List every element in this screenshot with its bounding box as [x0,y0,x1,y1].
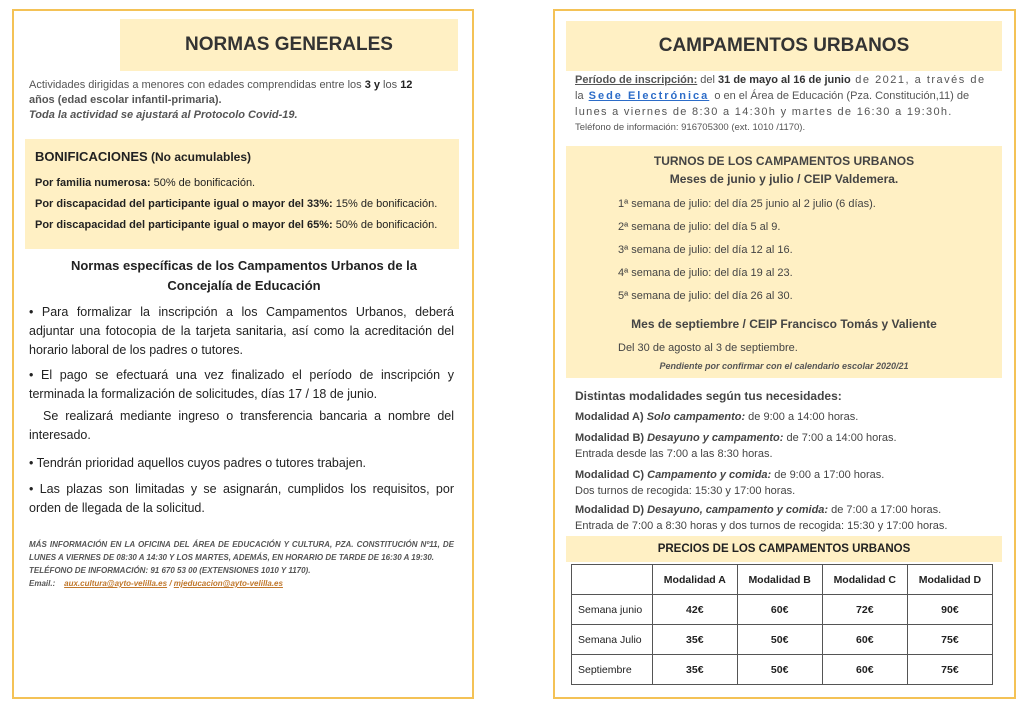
turnos-box [566,146,1002,378]
price-cell: 60€ [737,595,822,625]
normas-title-box [120,19,458,71]
modalidad-item: Modalidad D) Desayuno, campamento y comida: de 7:00 a 17:00 horas. Entrada de 7:00 a 8:30 horas y dos turnos de recogida: 15:30 y 17:00 horas. [575,504,948,532]
price-cell: 90€ [907,595,992,625]
table-header-cell [572,565,653,595]
price-cell: 42€ [653,595,738,625]
email-link-educacion[interactable]: mjeducacion@ayto-velilla.es [173,579,283,588]
table-header-row [572,565,993,595]
norma-paragraph: • Tendrán prioridad aquellos cuyos padres o tutores trabajen. [29,456,366,470]
table-row [572,655,993,685]
modalidad-item: Modalidad C) Campamento y comida: de 9:00 a 17:00 horas. Dos turnos de recogida: 15:30 y 17:00 horas. [575,469,885,497]
bonificaciones-box [25,139,459,249]
bonif-item: Por discapacidad del participante igual o mayor del 33%: 15% de bonificación. [35,198,438,210]
week-item: 5ª semana de julio: del día 26 al 30. [618,290,793,302]
turnos-title: TURNOS DE LOS CAMPAMENTOS URBANOS [653,154,915,168]
price-cell: 75€ [907,625,992,655]
table-header-cell: Modalidad A [653,565,738,595]
inscripcion-block: Período de inscripción: del 31 de mayo al 16 de junio de 2021, a través de la Sede Electrónica o en el Área de Educación (Pza. Constitución,11) de lunes a viernes de 8:30 a 14:30h y martes de 16:30 a 19:30h. Teléfono de información: 916705300 (ext. 1010 /1170). [575,74,986,133]
age-range-text: años (edad escolar infantil-primaria). [29,94,222,106]
campamentos-title-box [566,21,1002,71]
week-item: 2ª semana de julio: del día 5 al 9. [618,221,781,233]
row-label: Semana Julio [572,625,653,655]
row-label: Semana junio [572,595,653,625]
september-dates: Del 30 de agosto al 3 de septiembre. [618,342,798,354]
page-title-normas: NORMAS GENERALES [185,34,393,55]
inscripcion-label: Período de inscripción: [575,74,698,86]
pending-note: Pendiente por confirmar con el calendario escolar 2020/21 [659,361,909,371]
week-item: 1ª semana de julio: del día 25 junio al 2 julio (6 días). [618,198,876,210]
covid-note: Toda la actividad se ajustará al Protocolo Covid-19. [29,109,298,121]
norma-paragraph: • Las plazas son limitadas y se asignarán, cumplidos los requisitos, por orden de llegada de la solicitud. [29,482,454,515]
norma-paragraph: • El pago se efectuará una vez finalizado el período de inscripción y terminada la formalización de solicitudes, días 17 / 18 de junio. [29,368,454,401]
table-header-cell: Modalidad B [737,565,822,595]
modalidades-title: Distintas modalidades según tus necesidades: [575,389,842,403]
price-cell: 60€ [822,625,907,655]
price-cell: 35€ [653,655,738,685]
normas-especificas-title: Normas específicas de los Campamentos Urbanos de la Concejalía de Educación [70,258,418,293]
table-row [572,595,993,625]
price-cell: 60€ [822,655,907,685]
table-header-cell: Modalidad C [822,565,907,595]
email-link-cultura[interactable]: aux.cultura@ayto-velilla.es [64,579,168,588]
modalidad-item: Modalidad A) Solo campamento: de 9:00 a 14:00 horas. [575,411,859,423]
bonif-item: Por discapacidad del participante igual o mayor del 65%: 50% de bonificación. [35,219,438,231]
price-table [571,564,993,685]
price-cell: 35€ [653,625,738,655]
precios-title: PRECIOS DE LOS CAMPAMENTOS URBANOS [566,536,1002,562]
normas-generales-panel [12,9,474,699]
campamentos-panel [553,9,1016,699]
table-header-cell: Modalidad D [907,565,992,595]
intro-text: Actividades dirigidas a menores con edades comprendidas entre los 3 y los 12 años (edad escolar infantil-primaria). Toda la actividad se ajustará al Protocolo Covid-19. [29,79,413,121]
price-cell: 50€ [737,655,822,685]
week-item: 3ª semana de julio: del día 12 al 16. [618,244,793,256]
september-title: Mes de septiembre / CEIP Francisco Tomás y Valiente [631,317,937,331]
contact-footer: MÁS INFORMACIÓN EN LA OFICINA DEL ÁREA DE EDUCACIÓN Y CULTURA, PZA. CONSTITUCIÓN Nº11, DE LUNES A VIERNES DE 08:30 A 14:30 Y LOS MARTES, ADEMÁS, EN HORARIO DE TARDE DE 16:30 A 19:30. TELÉFONO DE INFORMACIÓN: 91 670 53 00 (EXTENSIONES 1010 Y 1170). Email.: aux.cultura@ayto-velilla.es / mjeducacion@ayto-velilla.es [29,540,454,588]
price-cell: 50€ [737,625,822,655]
sede-electronica-link[interactable]: Sede Electrónica [588,90,710,102]
week-item: 4ª semana de julio: del día 19 al 23. [618,267,793,279]
norma-paragraph: • Para formalizar la inscripción a los Campamentos Urbanos, deberá adjuntar una fotocopia de la tarjeta sanitaria, así como la acreditación del horario laboral de los padres o tutores. [29,305,454,357]
norma-paragraph: Se realizará mediante ingreso o transferencia bancaria a nombre del interesado. [29,409,454,442]
row-label: Septiembre [572,655,653,685]
table-row [572,625,993,655]
price-cell: 72€ [822,595,907,625]
bonificaciones-title: BONIFICACIONES (No acumulables) [35,149,252,164]
bonif-item: Por familia numerosa: 50% de bonificación. [35,177,256,189]
page-title-campamentos: CAMPAMENTOS URBANOS [658,35,910,56]
modalidad-item: Modalidad B) Desayuno y campamento: de 7:00 a 14:00 horas. Entrada desde las 7:00 a las 8:30 horas. [575,432,897,460]
price-cell: 75€ [907,655,992,685]
turnos-subtitle: Meses de junio y julio / CEIP Valdemera. [669,172,899,186]
